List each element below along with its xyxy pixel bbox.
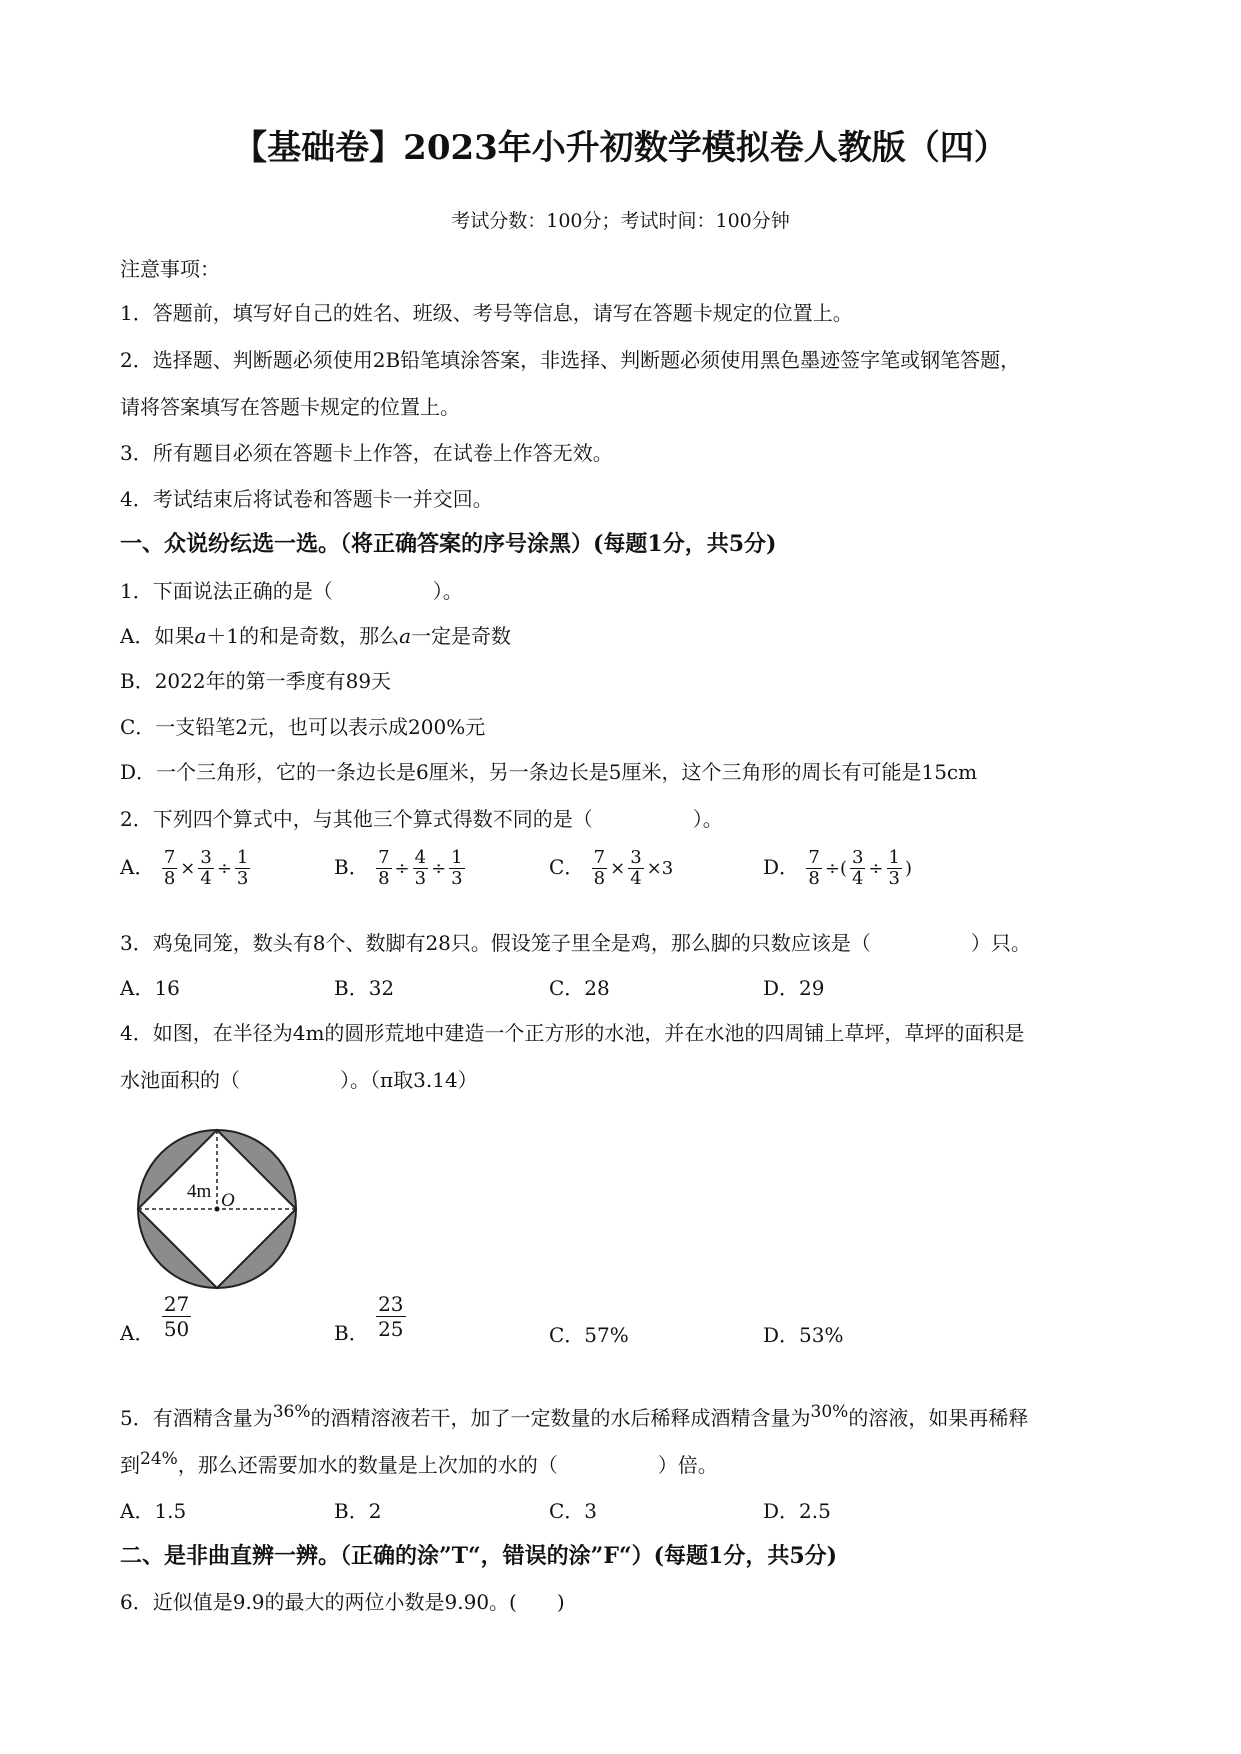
question-2-option-a (120, 848, 251, 889)
question-2-option-c (549, 848, 675, 889)
question-4-option-a (120, 1292, 192, 1347)
stem-text: 5．有酒精含量为 (120, 1406, 273, 1430)
section-1-heading: 一、众说纷纭选一选。（将正确答案的序号涂黑）(每题1分，共5分) (120, 531, 777, 557)
question-6-stem: 6．近似值是9.9的最大的两位小数是9.90。( ) (120, 1590, 565, 1614)
stem-text: 的酒精溶液若干，加了一定数量的水后稀释成酒精含量为 (310, 1406, 811, 1430)
question-3-option-a: A．16 (120, 976, 180, 1000)
question-5-option-d: D．2.5 (763, 1499, 831, 1523)
option-text: 一定是奇数 (411, 624, 512, 648)
stem-text: 到 (120, 1453, 140, 1477)
question-4-stem: 水池面积的（ ）。（π取3.14） (120, 1068, 478, 1092)
question-4-option-b (334, 1292, 407, 1347)
fraction: $\frac{7}{8}$ (593, 847, 606, 889)
fraction: $\frac{7}{8}$ (378, 847, 390, 889)
operator: ÷ (431, 857, 447, 879)
option-label: A． (120, 1321, 155, 1345)
question-5-option-b: B．2 (334, 1499, 382, 1523)
fraction: $\frac{1}{3}$ (451, 847, 463, 889)
operator: ×3 (646, 857, 674, 879)
option-label: B． (334, 855, 369, 879)
notice-item: 请将答案填写在答题卡规定的位置上。 (120, 395, 460, 419)
center-label: O (221, 1190, 235, 1211)
geometry-diagram (135, 1127, 305, 1297)
notice-heading: 注意事项： (120, 257, 220, 281)
question-1-option-d: D．一个三角形，它的一条边长是6厘米，另一条边长是5厘米，这个三角形的周长有可能是15cm (120, 760, 978, 784)
fraction: $\frac{7}{8}$ (808, 847, 820, 889)
fraction: $\frac{1}{3}$ (888, 847, 900, 889)
section-2-heading: 二、是非曲直辨一辨。（正确的涂”T“，错误的涂”F“）(每题1分，共5分) (120, 1543, 838, 1569)
option-label: A． (120, 855, 155, 879)
question-4-option-c: C．57% (549, 1323, 629, 1347)
question-3-option-c: C．28 (549, 976, 610, 1000)
option-text: A．如果 (120, 624, 195, 648)
notice-item: 4．考试结束后将试卷和答题卡一并交回。 (120, 487, 493, 511)
question-5-option-c: C．3 (549, 1499, 598, 1523)
question-3-option-b: B．32 (334, 976, 395, 1000)
percent-value: 30% (810, 1402, 849, 1422)
variable-a: a (194, 624, 207, 648)
radius-label: 4m (187, 1181, 212, 1202)
operator: ÷ (868, 857, 884, 879)
stem-text: ，那么还需要加水的数量是上次加的水的（ ）倍。 (177, 1453, 718, 1477)
circle-square-figure (135, 1127, 305, 1301)
percent-value: 24% (140, 1449, 178, 1469)
notice-item: 2．选择题、判断题必须使用2B铅笔填涂答案，非选择、判断题必须使用黑色墨迹签字笔或钢笔答题， (120, 348, 1021, 372)
option-label: C． (549, 855, 585, 879)
option-label: B． (334, 1321, 369, 1345)
question-4-option-d: D．53% (763, 1323, 844, 1347)
question-1-option-a (120, 622, 511, 650)
question-2-option-b (334, 848, 466, 889)
question-2-stem: 2．下列四个算式中，与其他三个算式得数不同的是（ ）。 (120, 807, 723, 831)
percent-value: 36% (272, 1402, 311, 1422)
fraction: $\frac{3}{4}$ (200, 847, 212, 889)
question-5-stem-line-1 (120, 1404, 1028, 1434)
question-5-option-a: A．1.5 (120, 1499, 187, 1523)
operator: × (610, 857, 626, 879)
fraction: $\frac{3}{4}$ (630, 847, 642, 889)
notice-item: 3．所有题目必须在答题卡上作答，在试卷上作答无效。 (120, 441, 613, 465)
fraction: $\frac{23}{25}$ (378, 1292, 404, 1341)
option-text: ＋1的和是奇数，那么 (206, 624, 400, 648)
question-1-stem: 1．下面说法正确的是（ ）。 (120, 579, 463, 603)
question-5-stem-line-2 (120, 1451, 718, 1481)
operator: ÷( (824, 857, 847, 879)
question-1-option-b: B．2022年的第一季度有89天 (120, 669, 392, 693)
question-4-stem: 4．如图，在半径为4m的圆形荒地中建造一个正方形的水池，并在水池的四周铺上草坪，草坪的面积是 (120, 1021, 1025, 1045)
fraction: $\frac{7}{8}$ (163, 847, 176, 889)
fraction: $\frac{1}{3}$ (236, 847, 249, 889)
operator: × (180, 857, 196, 879)
question-1-option-c: C．一支铅笔2元，也可以表示成200%元 (120, 715, 486, 739)
fraction: $\frac{27}{50}$ (163, 1292, 190, 1341)
exam-info: 考试分数：100分；考试时间：100分钟 (451, 210, 790, 232)
question-3-stem: 3．鸡兔同笼，数头有8个、数脚有28只。假设笼子里全是鸡，那么脚的只数应该是（ ）只。 (120, 931, 1031, 955)
operator: ÷ (216, 857, 232, 879)
option-label: D． (763, 855, 800, 879)
page-title: 【基础卷】2023年小升初数学模拟卷人教版（四） (233, 128, 1008, 168)
operator: ÷ (394, 857, 410, 879)
question-2-option-d (763, 848, 914, 889)
fraction: $\frac{4}{3}$ (414, 847, 427, 889)
variable-a: a (399, 624, 412, 648)
fraction: $\frac{3}{4}$ (851, 847, 864, 889)
center-dot (215, 1207, 220, 1212)
operator: ) (904, 857, 912, 879)
notice-item: 1．答题前，填写好自己的姓名、班级、考号等信息，请写在答题卡规定的位置上。 (120, 301, 853, 325)
question-3-option-d: D．29 (763, 976, 825, 1000)
stem-text: 的溶液，如果再稀释 (848, 1406, 1029, 1430)
